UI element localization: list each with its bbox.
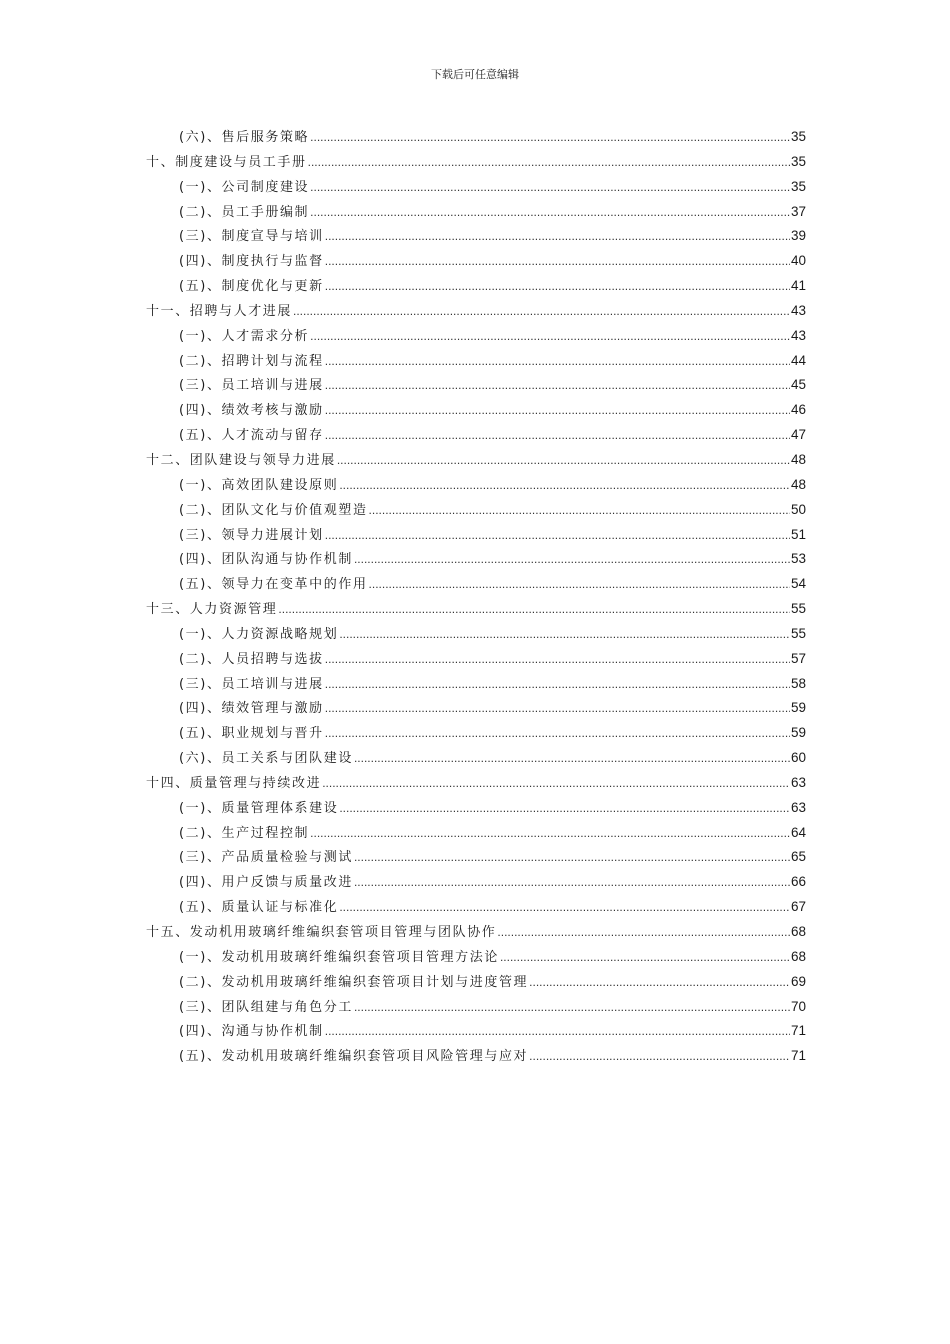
toc-dot-leader [325, 274, 790, 299]
toc-chapter-entry[interactable] [146, 150, 806, 175]
toc-entry-title: (二)、发动机用玻璃纤维编织套管项目计划与进度管理 [179, 974, 529, 990]
toc-dot-leader [339, 895, 790, 920]
toc-page-number: 70 [790, 998, 806, 1014]
toc-section-entry[interactable] [146, 821, 806, 846]
page-header: 下载后可任意编辑 [431, 68, 519, 81]
toc-dot-leader [325, 423, 790, 448]
toc-entry-title: (一)、高效团队建设原则 [179, 477, 339, 493]
toc-chapter-entry[interactable] [146, 771, 806, 796]
toc-page-number: 54 [790, 576, 806, 592]
toc-entry-title: (三)、员工培训与进展 [179, 676, 324, 692]
toc-page-number: 63 [790, 774, 806, 790]
toc-entry-title: (四)、制度执行与监督 [179, 254, 324, 270]
toc-section-entry[interactable] [146, 870, 806, 895]
toc-section-entry[interactable] [146, 547, 806, 572]
toc-section-entry[interactable] [146, 224, 806, 249]
toc-entry-title: (四)、绩效考核与激励 [179, 403, 324, 419]
toc-page-number: 69 [790, 973, 806, 989]
toc-page-number: 68 [790, 924, 806, 939]
toc-entry-title: (四)、用户反馈与质量改进 [179, 875, 353, 891]
toc-page-number: 67 [790, 899, 806, 915]
toc-dot-leader [354, 845, 790, 870]
toc-section-entry[interactable] [146, 423, 806, 448]
toc-entry-title: (六)、售后服务策略 [179, 130, 310, 145]
toc-entry-title: (一)、人力资源战略规划 [179, 626, 339, 642]
toc-dot-leader [497, 920, 790, 945]
toc-page-number: 60 [790, 750, 806, 766]
toc-chapter-entry[interactable] [146, 299, 806, 324]
toc-entry-title: (二)、团队文化与价值观塑造 [179, 502, 368, 518]
toc-entry-title: (五)、制度优化与更新 [179, 279, 324, 295]
toc-entry-title: (五)、职业规划与晋升 [179, 726, 324, 742]
toc-section-entry[interactable] [146, 498, 806, 523]
toc-entry-title: 十五、发动机用玻璃纤维编织套管项目管理与团队协作 [146, 925, 497, 940]
toc-section-entry[interactable] [146, 523, 806, 548]
toc-section-entry[interactable] [146, 796, 806, 821]
toc-dot-leader [337, 448, 790, 473]
toc-section-entry[interactable] [146, 249, 806, 274]
toc-page-number: 40 [790, 253, 806, 269]
toc-page-number: 53 [790, 551, 806, 567]
toc-entry-title: (一)、人才需求分析 [179, 328, 310, 344]
toc-section-entry[interactable] [146, 622, 806, 647]
toc-section-entry[interactable] [146, 845, 806, 870]
toc-page-number: 65 [790, 849, 806, 865]
toc-page-number: 37 [790, 203, 806, 219]
toc-section-entry[interactable] [146, 175, 806, 200]
toc-page-number: 59 [790, 725, 806, 741]
toc-section-entry[interactable] [146, 1044, 806, 1069]
toc-dot-leader [325, 1019, 790, 1044]
toc-page-number: 55 [790, 625, 806, 641]
toc-entry-title: (四)、团队沟通与协作机制 [179, 552, 353, 568]
toc-chapter-entry[interactable] [146, 597, 806, 622]
toc-dot-leader [369, 498, 790, 523]
toc-section-entry[interactable] [146, 125, 806, 150]
toc-entry-title: 十三、人力资源管理 [146, 602, 278, 618]
toc-entry-title: (二)、人员招聘与选拔 [179, 651, 324, 667]
toc-section-entry[interactable] [146, 970, 806, 995]
toc-entry-title: (一)、质量管理体系建设 [179, 800, 339, 816]
toc-section-entry[interactable] [146, 473, 806, 498]
toc-section-entry[interactable] [146, 672, 806, 697]
toc-entry-title: (三)、领导力进展计划 [179, 527, 324, 543]
toc-dot-leader [325, 373, 790, 398]
toc-section-entry[interactable] [146, 945, 806, 970]
toc-page-number: 35 [790, 178, 806, 194]
toc-dot-leader [310, 125, 790, 150]
toc-dot-leader [339, 622, 790, 647]
toc-page-number: 59 [790, 700, 806, 716]
toc-dot-leader [354, 870, 790, 895]
toc-dot-leader [354, 746, 790, 771]
toc-page-number: 51 [790, 526, 806, 542]
toc-section-entry[interactable] [146, 895, 806, 920]
toc-entry-title: (四)、绩效管理与激励 [179, 701, 324, 717]
toc-page-number: 47 [790, 427, 806, 443]
toc-section-entry[interactable] [146, 200, 806, 225]
toc-dot-leader [293, 299, 790, 324]
toc-dot-leader [310, 200, 790, 225]
toc-page-number: 45 [790, 377, 806, 393]
toc-page-number: 64 [790, 824, 806, 840]
toc-entry-title: (五)、人才流动与留存 [179, 428, 324, 444]
toc-page-number: 35 [790, 153, 806, 169]
toc-dot-leader [310, 175, 790, 200]
toc-page-number: 39 [790, 228, 806, 244]
toc-section-entry[interactable] [146, 373, 806, 398]
toc-dot-leader [339, 473, 790, 498]
toc-dot-leader [325, 721, 790, 746]
toc-entry-title: (五)、发动机用玻璃纤维编织套管项目风险管理与应对 [179, 1049, 529, 1065]
toc-entry-title: (五)、领导力在变革中的作用 [179, 577, 368, 593]
toc-page-number: 58 [790, 675, 806, 691]
toc-entry-title: (四)、沟通与协作机制 [179, 1024, 324, 1040]
toc-dot-leader [529, 1044, 790, 1069]
toc-dot-leader [325, 696, 790, 721]
toc-page-number: 43 [790, 327, 806, 343]
toc-page-number: 71 [790, 1023, 806, 1039]
toc-page-number: 66 [790, 874, 806, 890]
toc-section-entry[interactable] [146, 995, 806, 1020]
toc-entry-title: (六)、员工关系与团队建设 [179, 751, 353, 767]
toc-dot-leader [325, 398, 790, 423]
toc-section-entry[interactable] [146, 349, 806, 374]
toc-entry-title: (三)、员工培训与进展 [179, 378, 324, 394]
toc-entry-title: (一)、公司制度建设 [179, 179, 310, 195]
toc-entry-title: (三)、团队组建与角色分工 [179, 999, 353, 1015]
toc-page-number: 63 [790, 799, 806, 815]
toc-dot-leader [369, 572, 790, 597]
toc-entry-title: (三)、制度宣导与培训 [179, 229, 324, 245]
toc-dot-leader [325, 672, 790, 697]
toc-dot-leader [325, 224, 790, 249]
toc-page-number: 44 [790, 352, 806, 368]
toc-page-number: 50 [790, 501, 806, 517]
toc-section-entry[interactable] [146, 647, 806, 672]
toc-entry-title: (一)、发动机用玻璃纤维编织套管项目管理方法论 [179, 949, 499, 965]
toc-entry-title: 十四、质量管理与持续改进 [146, 775, 322, 791]
toc-page-number: 48 [790, 451, 806, 467]
toc-section-entry[interactable] [146, 1019, 806, 1044]
toc-entry-title: 十二、团队建设与领导力进展 [146, 452, 336, 468]
toc-page-number: 35 [790, 129, 806, 144]
toc-section-entry[interactable] [146, 696, 806, 721]
toc-page-number: 57 [790, 650, 806, 666]
toc-dot-leader [310, 821, 790, 846]
table-of-contents [146, 125, 806, 1069]
toc-dot-leader [310, 324, 790, 349]
toc-section-entry[interactable] [146, 572, 806, 597]
toc-dot-leader [529, 970, 790, 995]
toc-entry-title: (三)、产品质量检验与测试 [179, 850, 353, 866]
toc-section-entry[interactable] [146, 746, 806, 771]
toc-dot-leader [278, 597, 790, 622]
toc-page-number: 48 [790, 476, 806, 492]
toc-dot-leader [354, 995, 790, 1020]
toc-chapter-entry[interactable] [146, 448, 806, 473]
toc-dot-leader [354, 547, 790, 572]
toc-entry-title: (二)、招聘计划与流程 [179, 353, 324, 369]
toc-entry-title: (二)、生产过程控制 [179, 825, 310, 841]
toc-dot-leader [325, 647, 790, 672]
toc-entry-title: (五)、质量认证与标准化 [179, 900, 339, 916]
toc-dot-leader [339, 796, 790, 821]
toc-section-entry[interactable] [146, 274, 806, 299]
toc-dot-leader [325, 249, 790, 274]
toc-dot-leader [308, 150, 790, 175]
toc-page-number: 46 [790, 402, 806, 418]
toc-entry-title: 十一、招聘与人才进展 [146, 303, 293, 319]
toc-page-number: 43 [790, 302, 806, 318]
toc-page-number: 55 [790, 601, 806, 617]
toc-section-entry[interactable] [146, 324, 806, 349]
toc-page-number: 71 [790, 1048, 806, 1064]
toc-entry-title: (二)、员工手册编制 [179, 204, 310, 220]
toc-chapter-entry[interactable] [146, 920, 806, 945]
toc-entry-title: 十、制度建设与员工手册 [146, 154, 307, 170]
toc-dot-leader [500, 945, 790, 970]
toc-section-entry[interactable] [146, 398, 806, 423]
toc-dot-leader [325, 523, 790, 548]
toc-section-entry[interactable] [146, 721, 806, 746]
toc-dot-leader [322, 771, 790, 796]
toc-page-number: 68 [790, 948, 806, 964]
toc-dot-leader [325, 349, 790, 374]
toc-page-number: 41 [790, 278, 806, 294]
